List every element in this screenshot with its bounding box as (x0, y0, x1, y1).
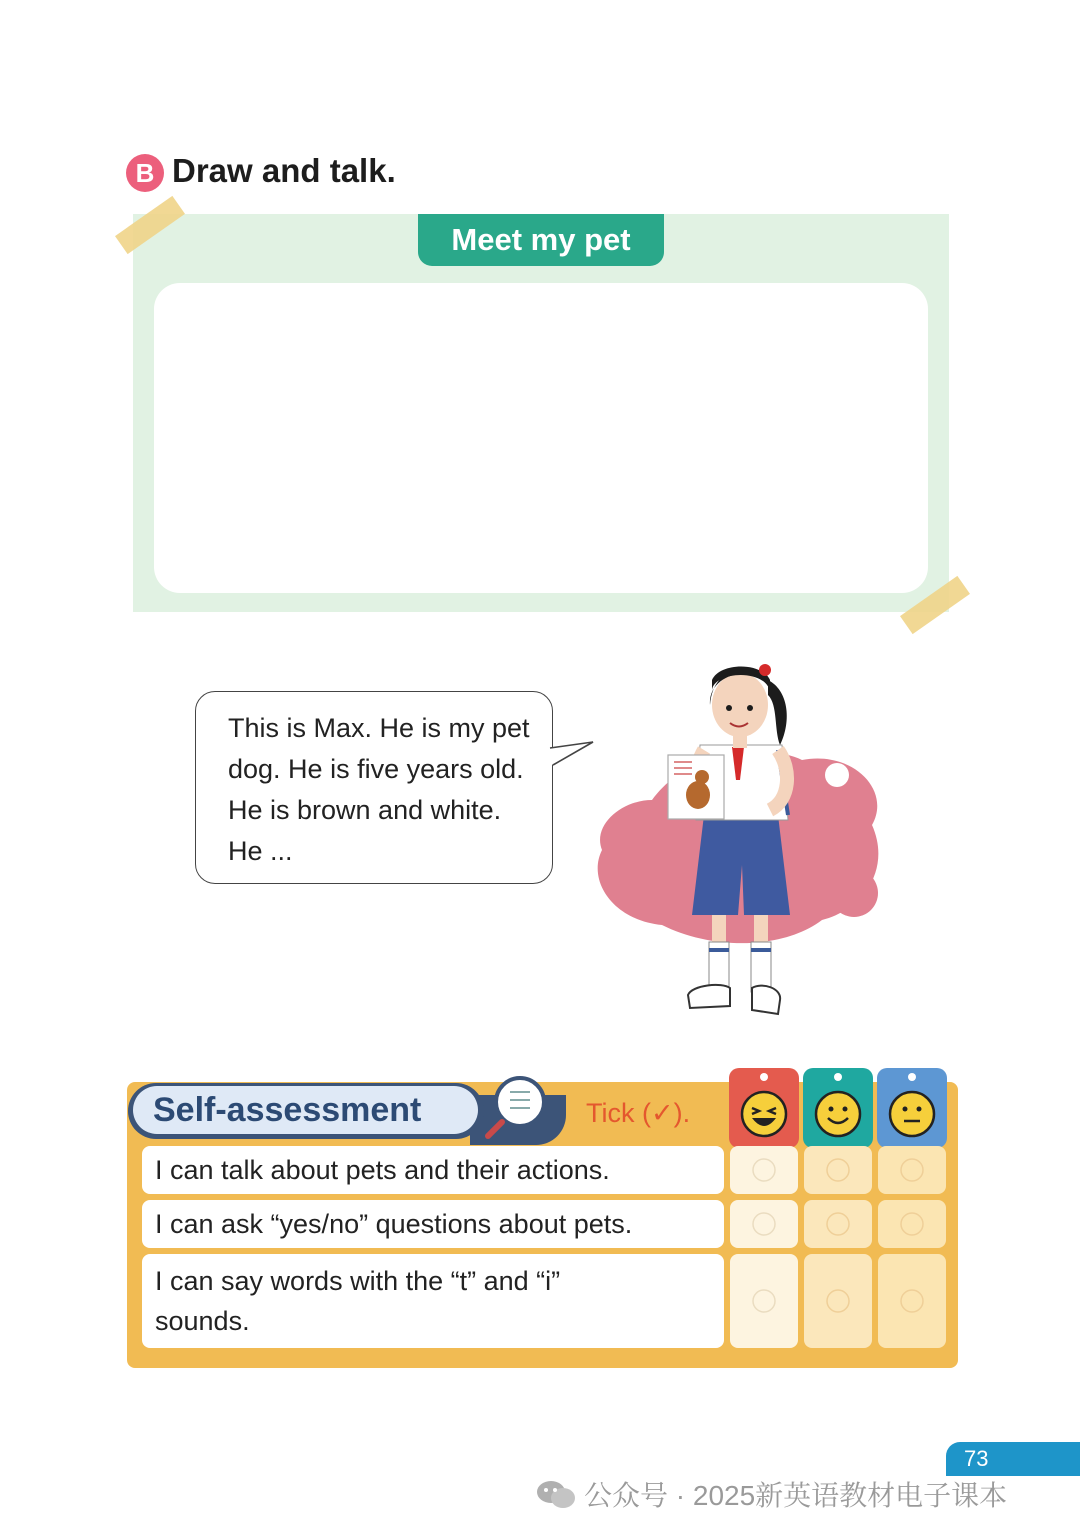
frame-title: Meet my pet (418, 214, 664, 266)
section-title: Draw and talk. (172, 152, 396, 189)
wechat-icon (536, 1478, 576, 1510)
tick-cell[interactable] (730, 1146, 798, 1194)
faint-smile-icon (825, 1288, 851, 1314)
face-header-3 (877, 1068, 947, 1148)
faint-smile-icon (825, 1157, 851, 1183)
tick-instruction: Tick (✓). (586, 1098, 691, 1128)
statement-text: I can say words with the “t” and “i” sounds. (155, 1266, 561, 1336)
faint-neutral-icon (899, 1288, 925, 1314)
statement-row (142, 1254, 724, 1348)
drawing-area[interactable] (154, 283, 928, 593)
faint-grin-icon (751, 1288, 777, 1314)
speech-bubble-tail (549, 740, 597, 770)
self-assessment-title: Self-assessment (133, 1086, 478, 1134)
faint-smile-icon (825, 1211, 851, 1237)
neutral-face-icon (888, 1090, 936, 1138)
statement-text: I can ask “yes/no” questions about pets. (155, 1209, 633, 1239)
big-grin-face-icon (740, 1090, 788, 1138)
tick-cell[interactable] (878, 1254, 946, 1348)
face-header-2 (803, 1068, 873, 1148)
speech-bubble-text: This is Max. He is my pet dog. He is five years old. He is brown and white. He ... (228, 713, 530, 866)
speech-bubble (195, 691, 553, 884)
tick-cell[interactable] (730, 1200, 798, 1248)
watermark-text: 公众号 · 2025新英语教材电子课本 (584, 1480, 1008, 1511)
tick-cell[interactable] (878, 1146, 946, 1194)
tick-cell[interactable] (878, 1200, 946, 1248)
watermark (536, 1474, 1007, 1514)
statement-text: I can talk about pets and their actions. (155, 1155, 610, 1185)
faint-neutral-icon (899, 1211, 925, 1237)
tick-cell[interactable] (804, 1200, 872, 1248)
statement-row (142, 1200, 724, 1248)
faint-neutral-icon (899, 1157, 925, 1183)
tick-cell[interactable] (804, 1254, 872, 1348)
tick-cell[interactable] (730, 1254, 798, 1348)
statement-row (142, 1146, 724, 1194)
smile-face-icon (814, 1090, 862, 1138)
magnifier-checklist-icon (484, 1074, 548, 1140)
girl-illustration (592, 650, 892, 1030)
page-number: 73 (946, 1442, 1080, 1476)
section-badge: B (126, 154, 164, 192)
faint-grin-icon (751, 1211, 777, 1237)
faint-grin-icon (751, 1157, 777, 1183)
face-header-1 (729, 1068, 799, 1148)
tick-cell[interactable] (804, 1146, 872, 1194)
